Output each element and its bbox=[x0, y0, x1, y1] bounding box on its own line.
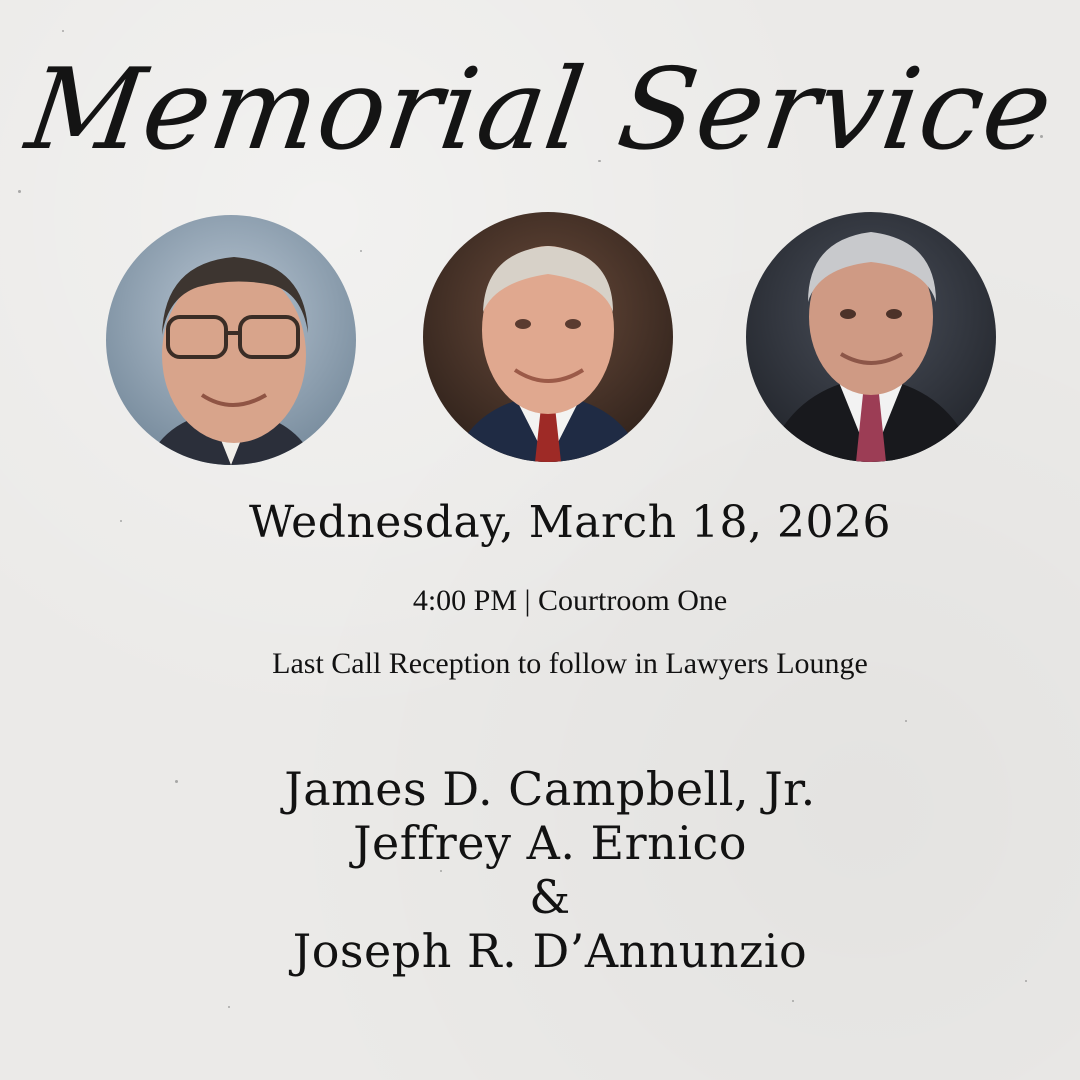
ampersand: & bbox=[529, 870, 571, 924]
paper-speck bbox=[1025, 980, 1027, 982]
portrait-icon bbox=[423, 212, 673, 462]
honoree-name-1: James D. Campbell, Jr. bbox=[284, 762, 816, 816]
portrait-icon bbox=[106, 215, 356, 465]
paper-speck bbox=[228, 1006, 230, 1008]
paper-speck bbox=[905, 720, 907, 722]
event-date: Wednesday, March 18, 2026 bbox=[249, 497, 891, 548]
event-time-location: 4:00 PM | Courtroom One bbox=[412, 584, 728, 617]
portrait-photo-3 bbox=[746, 212, 996, 462]
paper-speck bbox=[18, 190, 21, 193]
paper-speck bbox=[62, 30, 64, 32]
event-reception: Last Call Reception to follow in Lawyers Lounge bbox=[272, 647, 868, 680]
portrait-photo-1 bbox=[106, 215, 356, 465]
paper-speck bbox=[792, 1000, 794, 1002]
honoree-names bbox=[0, 762, 1080, 978]
honoree-name-3: Joseph R. D’Annunzio bbox=[292, 924, 808, 978]
honoree-name-2: Jeffrey A. Ernico bbox=[353, 816, 747, 870]
portrait-photo-2 bbox=[423, 212, 673, 462]
portrait-icon bbox=[746, 212, 996, 462]
paper-speck bbox=[360, 250, 362, 252]
page-title: Memorial Service bbox=[19, 45, 1061, 175]
